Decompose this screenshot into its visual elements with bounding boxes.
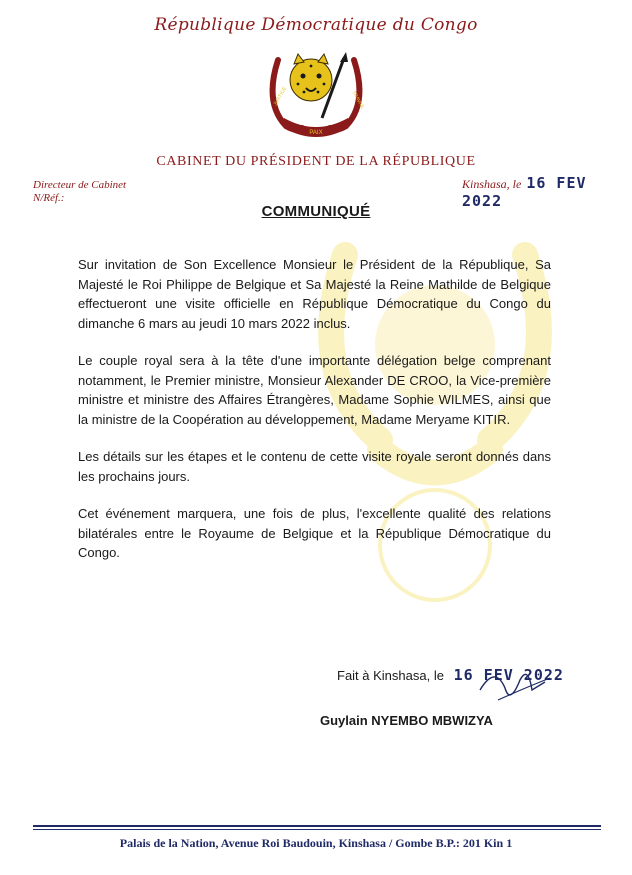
paragraph-details: Les détails sur les étapes et le contenu de cette visite royale seront donnés dans les prochains jours. (78, 449, 551, 484)
signer-name: Guylain NYEMBO MBWIZYA (320, 713, 493, 728)
place-prefix: Kinshasa, le (462, 177, 522, 191)
date-stamp-top: 16 FEV 2022 (462, 174, 587, 210)
handwritten-signature (470, 660, 560, 715)
footer-address: Palais de la Nation, Avenue Roi Baudouin, Kinshasa / Gombe B.P.: 201 Kin 1 (119, 836, 513, 850)
director-line: Directeur de Cabinet (33, 179, 127, 191)
footer-divider-thin (33, 829, 601, 830)
cabinet-title: CABINET DU PRÉSIDENT DE LA RÉPUBLIQUE (156, 154, 476, 169)
date-stamp-bottom: 16 FEV 2022 (453, 666, 564, 684)
paragraph-delegation: Le couple royal sera à la tête d'une importante délégation belge comprenant notamment, le Premier ministre, Monsieur Alexander DE CROO, la Vice-première ministre et ministre des Affaires Étrangères, Madame Sophie WILMES, ainsi que la ministre de la Coopération au développement, Madame Meryame KITIR. (78, 353, 551, 427)
communique-body (78, 255, 551, 581)
made-at-text: Fait à Kinshasa, le (337, 668, 444, 683)
reference-line: N/Réf.: (33, 192, 65, 204)
footer-divider (33, 825, 601, 827)
country-header: République Démocratique du Congo (154, 15, 478, 35)
director-block (33, 179, 126, 205)
motto-justice: JUSTICE (272, 85, 289, 107)
motto-travail: TRAVAIL (350, 90, 366, 111)
paragraph-invitation: Sur invitation de Son Excellence Monsieur le Président de la République, Sa Majesté le Roi Philippe de Belgique et Sa Majesté la Reine Mathilde de Belgique effectueront une visite officielle en République Démocratique du Congo du dimanche 6 mars au jeudi 10 mars 2022 inclus. (78, 257, 551, 331)
paragraph-relations: Cet événement marquera, une fois de plus, l'excellente qualité des relations bilatérales entre le Royaume de Belgique et la République Démocratique du Congo. (78, 506, 551, 560)
coat-of-arms-emblem (256, 48, 376, 148)
document-title: COMMUNIQUÉ (261, 203, 371, 220)
motto-paix: PAIX (309, 130, 323, 136)
